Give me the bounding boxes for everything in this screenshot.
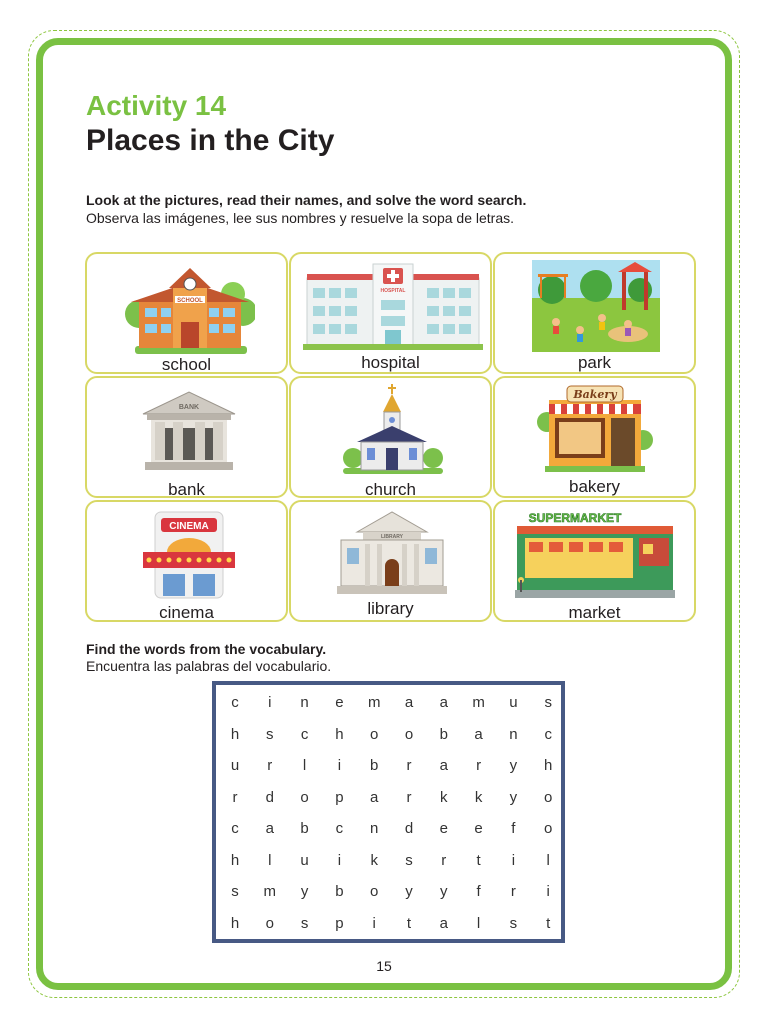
vocab-label-library: library [367, 599, 414, 618]
word-search-cell[interactable]: c [544, 725, 552, 743]
page-number: 15 [376, 958, 392, 974]
vocab-label-market: market [568, 603, 621, 622]
word-search-cell[interactable]: e [474, 820, 483, 837]
word-search-cell[interactable]: k [474, 788, 483, 806]
word-search-cell[interactable]: y [440, 883, 448, 900]
word-search-cell[interactable]: t [406, 914, 412, 932]
word-search-cell[interactable]: p [335, 788, 344, 806]
word-search-cell[interactable]: f [476, 883, 481, 900]
word-search-cell[interactable]: h [544, 757, 553, 774]
library-building-icon [337, 508, 447, 596]
bakery-sign-text: Bakery [573, 388, 617, 401]
word-search-cell[interactable]: c [335, 820, 344, 837]
word-search-cell[interactable]: a [439, 694, 448, 711]
word-search-cell[interactable]: n [370, 820, 379, 837]
park-playground-icon [532, 260, 660, 352]
word-search-cell[interactable]: b [370, 757, 379, 774]
word-search-cell[interactable]: t [546, 914, 551, 932]
hospital-sign-text: HOSPITAL [380, 288, 406, 294]
word-search-cell[interactable]: y [300, 883, 309, 900]
vocab-card-bakery [493, 376, 696, 498]
word-search-cell[interactable]: i [546, 883, 550, 900]
vocab-card-school [85, 252, 288, 374]
vocab-card-market [493, 500, 696, 622]
vocab-card-cinema [85, 500, 288, 622]
word-search-cell[interactable]: n [300, 694, 309, 711]
word-search-cell[interactable]: e [335, 694, 344, 711]
word-search-cell[interactable]: o [300, 788, 309, 806]
vocab-label-bank: bank [168, 480, 205, 499]
word-search-cell[interactable]: r [232, 788, 238, 806]
word-search-grid [212, 681, 565, 943]
word-search-cell[interactable]: o [404, 725, 414, 743]
vocab-label-church: church [364, 480, 417, 499]
word-search-cell[interactable]: a [265, 820, 274, 837]
vocab-card-church [289, 376, 492, 498]
word-search-cell[interactable]: r [476, 757, 482, 774]
word-search-cell[interactable]: h [335, 725, 344, 743]
word-search-cell[interactable]: t [476, 851, 481, 869]
word-search-cell[interactable]: d [404, 820, 414, 837]
word-search-cell[interactable]: r [406, 788, 412, 806]
vocab-label-hospital: hospital [361, 353, 420, 372]
word-search-cell[interactable]: c [300, 725, 309, 743]
word-search-cell[interactable]: u [300, 851, 309, 869]
word-search-cell[interactable]: k [370, 851, 378, 869]
word-search-cell[interactable]: d [265, 788, 274, 806]
word-search-cell[interactable]: n [509, 725, 518, 743]
word-search-cell[interactable]: l [302, 757, 307, 774]
word-search-cell[interactable]: a [439, 914, 448, 932]
word-search-cell[interactable]: i [337, 757, 342, 774]
word-search-cell[interactable]: o [544, 788, 553, 806]
word-search-cell[interactable]: i [511, 851, 516, 869]
word-search-cell[interactable]: s [300, 914, 309, 932]
cinema-building-icon [141, 508, 237, 602]
word-search-cell[interactable]: a [404, 694, 414, 711]
school-sign-text: SCHOOL [177, 298, 203, 304]
word-search-cell[interactable]: a [370, 788, 379, 806]
vocab-label-school: school [161, 355, 212, 374]
word-search-cell[interactable]: a [439, 757, 448, 774]
word-search-cell[interactable]: y [509, 788, 518, 806]
word-search-cell[interactable]: y [405, 883, 413, 900]
word-search-cell[interactable]: s [231, 883, 239, 900]
word-search-cell[interactable]: h [230, 914, 240, 932]
word-search-cell[interactable]: l [268, 851, 272, 869]
word-search-cell[interactable]: c [231, 820, 239, 837]
hospital-building-icon [303, 260, 483, 352]
word-search-cell[interactable]: m [472, 694, 485, 711]
word-search-cell[interactable]: b [439, 725, 448, 743]
page-title: Places in the City [86, 124, 335, 157]
word-search-cell[interactable]: u [230, 757, 240, 774]
word-search-cell[interactable]: b [335, 883, 344, 900]
word-search-cell[interactable]: h [230, 851, 240, 869]
vocab-card-library [289, 500, 492, 622]
word-search-cell[interactable]: s [509, 914, 518, 932]
activity-label: Activity 14 [86, 90, 227, 121]
cinema-sign-text: CINEMA [169, 521, 209, 532]
word-search-cell[interactable]: o [544, 820, 553, 837]
bakery-shop-icon [535, 382, 655, 474]
word-search-cell[interactable]: r [406, 757, 412, 774]
word-search-instruction-spanish: Encuentra las palabras del vocabulario. [86, 658, 332, 674]
word-search-cell[interactable]: m [263, 883, 277, 900]
word-search-cell[interactable]: l [546, 851, 550, 869]
supermarket-building-icon [515, 508, 675, 602]
word-search-cell[interactable]: m [367, 694, 381, 711]
bank-building-icon [141, 388, 237, 472]
vocab-label-park: park [577, 353, 612, 372]
vocab-card-park [493, 252, 696, 374]
vocab-card-hospital [289, 252, 492, 374]
word-search-cell[interactable]: f [511, 820, 516, 837]
word-search-cell[interactable]: c [231, 694, 239, 711]
word-search-cell[interactable]: a [474, 725, 483, 743]
word-search-cell[interactable]: i [372, 914, 376, 932]
word-search-cell[interactable]: r [510, 883, 516, 900]
library-sign-text: LIBRARY [380, 534, 404, 540]
word-search-cell[interactable]: o [370, 883, 379, 900]
word-search-cell[interactable]: s [405, 851, 413, 869]
vocab-label-cinema: cinema [159, 603, 214, 622]
vocab-card-bank [85, 376, 288, 498]
word-search-cell[interactable]: i [337, 851, 342, 869]
word-search-cell[interactable]: k [440, 788, 448, 806]
vocab-label-bakery: bakery [568, 477, 621, 496]
word-search-cell[interactable]: u [509, 694, 518, 711]
word-search-cell[interactable]: o [370, 725, 379, 743]
school-building-icon [125, 264, 255, 364]
supermarket-sign-text: SUPERMARKET [528, 511, 622, 525]
word-search-cell[interactable]: b [300, 820, 309, 837]
word-search-cell[interactable]: i [268, 694, 272, 711]
church-building-icon [341, 382, 445, 478]
word-search-cell[interactable]: o [265, 914, 274, 932]
word-search-cell[interactable]: s [266, 725, 274, 743]
instructions-english: Look at the pictures, read their names, and solve the word search. [86, 192, 527, 208]
word-search-cell[interactable]: l [476, 914, 481, 932]
word-search-cell[interactable]: h [230, 725, 240, 743]
instructions-spanish: Observa las imágenes, lee sus nombres y resuelve la sopa de letras. [86, 210, 514, 226]
word-search-cell[interactable]: r [267, 757, 273, 774]
word-search-cell[interactable]: e [439, 820, 448, 837]
word-search-instruction-english: Find the words from the vocabulary. [86, 641, 327, 657]
bank-sign-text: BANK [178, 404, 200, 411]
word-search-cell[interactable]: s [544, 694, 552, 711]
word-search-cell[interactable]: y [509, 757, 518, 774]
word-search-cell[interactable]: r [441, 851, 447, 869]
word-search-cell[interactable]: p [335, 914, 344, 932]
